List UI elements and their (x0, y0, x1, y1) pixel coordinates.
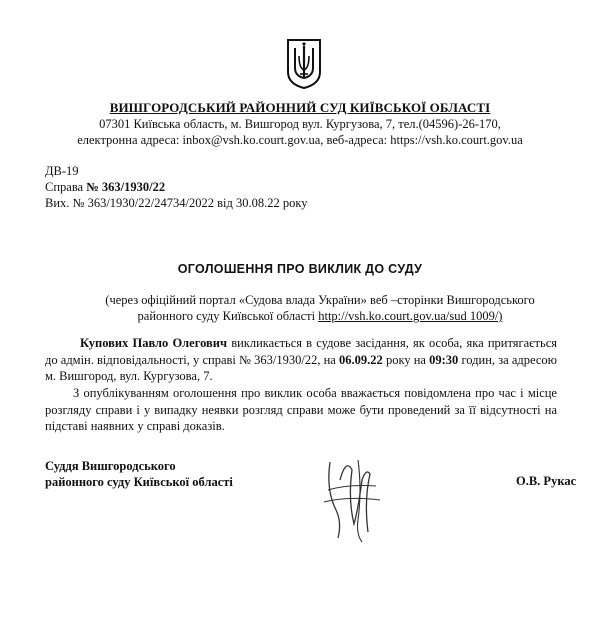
judge-title-line-2: районного суду Київської області (45, 475, 233, 489)
consequence-paragraph: З опублікуванням оголошення про виклик особа вважається повідомлена про час і місце розгляду справи і у випадку неявки розгляд справи може бути проведений за її відсутності на підставі наявних у справі доказів. (45, 386, 557, 433)
judge-title-line-1: Суддя Вишгородського (45, 459, 176, 473)
summons-text-1: викликається в судове засідання, як особа, яка притягається до адмін. відповідальності, у справі № 363/1930/22, на (45, 336, 557, 367)
case-prefix: Справа (45, 180, 87, 194)
hearing-date: 06.09.22 (339, 352, 383, 367)
case-number: № 363/1930/22 (86, 180, 166, 194)
summons-text-3: годин, за адресою м. Вишгород, вул. Кургузова, 7. (45, 352, 557, 383)
judge-name: О.В. Рукас (516, 474, 577, 488)
outgoing-number: Вих. № 363/1930/22/24734/2022 (45, 196, 218, 210)
person-name: Куповиx Павло Олегович (80, 336, 228, 350)
court-contacts: електронна адреса: inbox@vsh.ko.court.gov.ua, веб-адреса: https://vsh.ko.court.gov.ua (77, 133, 523, 147)
hearing-time: 09:30 (429, 352, 459, 367)
case-number-line (45, 180, 165, 195)
summons-text-2: року на (382, 352, 430, 367)
outgoing-date: від 30.08.22 року (217, 196, 308, 210)
document-code: ДВ-19 (45, 164, 79, 178)
portal-link[interactable]: http://vsh.ko.court.gov.ua/sud 1009/) (318, 309, 503, 323)
judge-title (45, 458, 233, 490)
portal-text: (через офіційний портал «Судова влада України» веб –сторінки Вишгородського районного суду Київської області (105, 293, 535, 323)
coat-of-arms-icon (286, 38, 322, 90)
portal-note (80, 292, 560, 324)
summons-paragraph (45, 335, 557, 385)
court-address: 07301 Київська область, м. Вишгород вул. Кургузова, 7, тел.(04596)-26-170, (99, 117, 501, 131)
outgoing-number-line (45, 196, 308, 211)
handwritten-signature (318, 450, 388, 545)
court-name: ВИШГОРОДСЬКИЙ РАЙОННИЙ СУД КИЇВСЬКОЇ ОБЛАСТІ (109, 100, 491, 115)
notice-heading: ОГОЛОШЕННЯ ПРО ВИКЛИК ДО СУДУ (177, 262, 423, 276)
